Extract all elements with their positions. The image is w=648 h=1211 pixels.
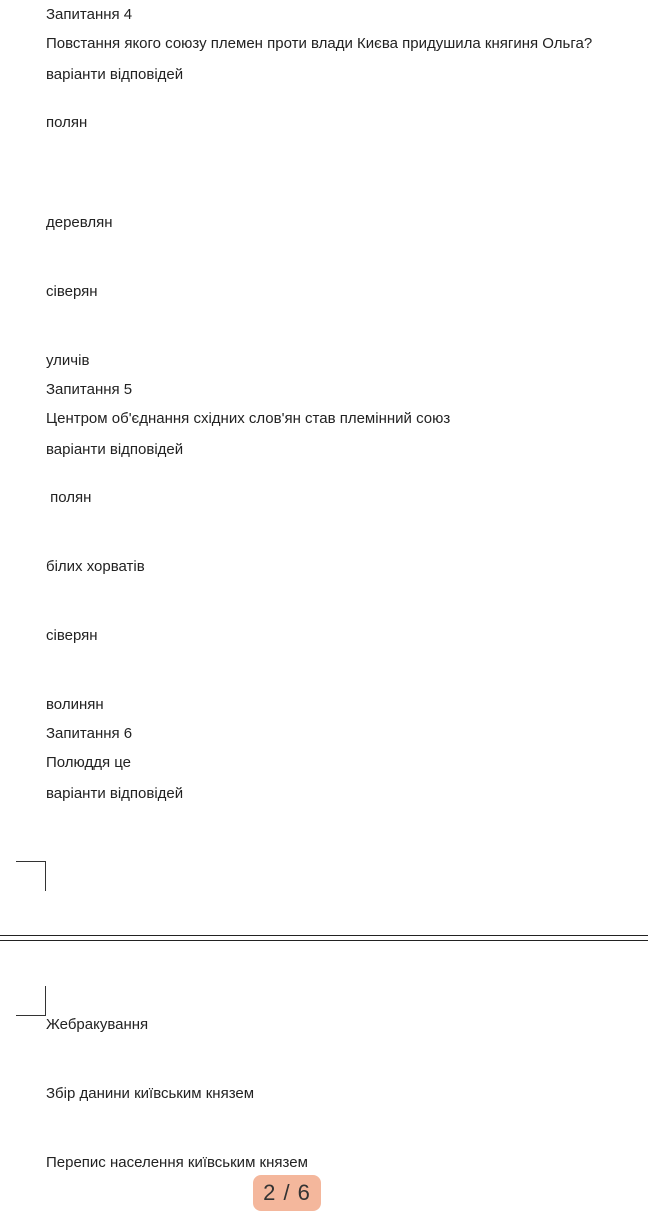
- question-6-text: Полюддя це: [46, 754, 132, 771]
- question-5-title: Запитання 5: [46, 381, 133, 398]
- question-6-option-3[interactable]: Перепис населення київським князем: [46, 1154, 308, 1171]
- question-6-option-2[interactable]: Збір данини київським князем: [46, 1085, 255, 1102]
- question-6-option-1[interactable]: Жебракування: [46, 1016, 149, 1033]
- crop-mark-top: [16, 861, 46, 891]
- question-4-options-label: варіанти відповідей: [46, 66, 184, 83]
- question-5-text: Центром об'єднання східних слов'ян став племінний союз: [46, 410, 451, 427]
- question-4-text: Повстання якого союзу племен проти влади Києва придушила княгиня Ольга?: [46, 35, 593, 52]
- question-4-option-1[interactable]: полян: [46, 114, 88, 131]
- page-break: [0, 935, 648, 941]
- question-6-options-label: варіанти відповідей: [46, 785, 184, 802]
- question-5-option-2[interactable]: білих хорватів: [46, 558, 145, 575]
- question-4-option-2[interactable]: деревлян: [46, 214, 113, 231]
- question-4-option-3[interactable]: сіверян: [46, 283, 98, 300]
- question-5-option-1[interactable]: полян: [46, 489, 92, 506]
- crop-mark-bottom: [16, 986, 46, 1016]
- question-4-option-4[interactable]: уличів: [46, 352, 90, 369]
- question-4-title: Запитання 4: [46, 6, 133, 23]
- question-5-option-3[interactable]: сіверян: [46, 627, 98, 644]
- question-5-options-label: варіанти відповідей: [46, 441, 184, 458]
- page-indicator-badge: 2 / 6: [253, 1175, 321, 1211]
- question-5-option-4[interactable]: волинян: [46, 696, 104, 713]
- question-6-title: Запитання 6: [46, 725, 133, 742]
